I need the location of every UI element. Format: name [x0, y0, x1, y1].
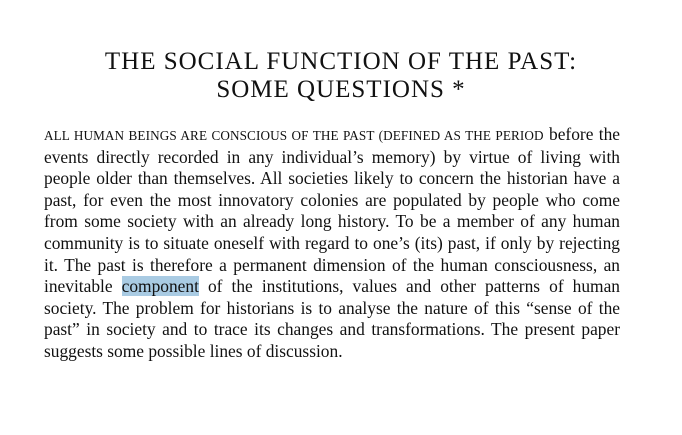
title-line-2: SOME QUESTIONS *: [216, 76, 466, 103]
title-line-1: THE SOCIAL FUNCTION OF THE PAST:: [104, 48, 578, 75]
text-before-selection: before the events directly recorded in any individual’s memory) by virtue of living with people older than themselves. All societies likely to concern the historian have a past, for even the most innovatory colonies are populated by people who come from some society with an already long history. To be a member of any human community is to situate oneself with regard to one’s (its) past, if only by rejecting it. The past is therefore a permanent dimension of the human consciousness, an inevitable: [44, 124, 620, 297]
lead-small-caps: ALL HUMAN BEINGS ARE CONSCIOUS OF THE PAST (DEFINED AS THE PERIOD: [44, 128, 544, 143]
body-paragraph[interactable]: [44, 124, 620, 363]
selected-text[interactable]: component: [121, 276, 199, 297]
text-after-selection: of the institutions, values and other patterns of human society. The problem for historians is to analyse the nature of this “sense of the past” in society and to trace its changes and transformations. The present paper suggests some possible lines of discussion.: [44, 276, 621, 361]
